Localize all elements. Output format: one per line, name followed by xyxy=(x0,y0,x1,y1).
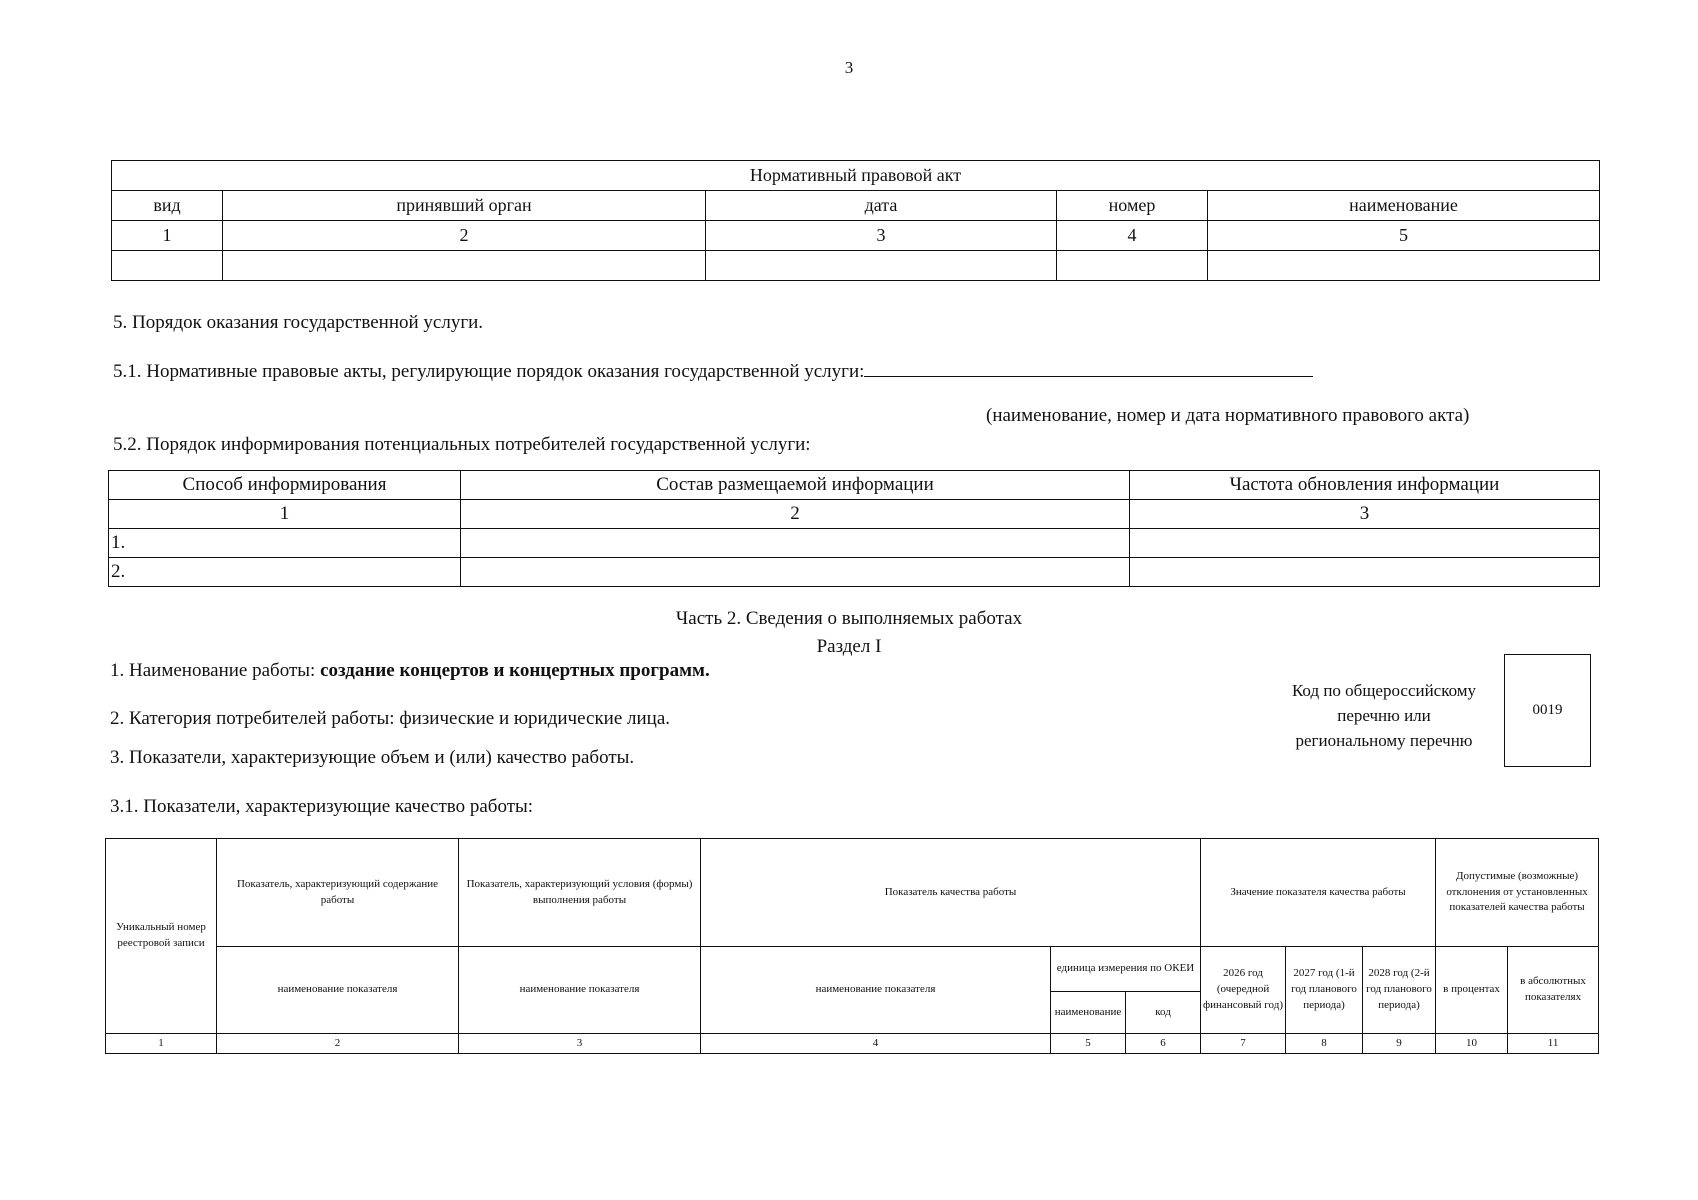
quality-indicators-heading: 3.1. Показатели, характеризующие качество работы: xyxy=(110,796,534,817)
paragraph-5-1-label: 5.1. Нормативные правовые акты, регулирующие порядок оказания государственной услуги: xyxy=(113,361,865,382)
npa-col-number: 2 xyxy=(223,221,706,251)
header-unique-number: Уникальный номер реестровой записи xyxy=(106,839,217,1034)
subheader-percent: в процентах xyxy=(1436,947,1508,1034)
part2-title: Часть 2. Сведения о выполняемых работах xyxy=(675,608,1023,629)
quality-col-number: 7 xyxy=(1201,1034,1286,1054)
work-name-value: создание концертов и концертных программ. xyxy=(320,660,710,681)
info-header: Способ информирования xyxy=(109,471,461,500)
paragraph-5-1 xyxy=(113,358,1313,383)
npa-title: Нормативный правовой акт xyxy=(112,161,1600,191)
normative-act-table xyxy=(111,160,1600,281)
npa-header: наименование xyxy=(1208,191,1600,221)
paragraph-5-2: 5.2. Порядок информирования потенциальных потребителей государственной услуги: xyxy=(113,434,811,455)
subheader-unit-code: код xyxy=(1126,992,1201,1034)
info-empty-cell xyxy=(461,558,1130,587)
npa-col-number: 5 xyxy=(1208,221,1600,251)
npa-header: дата xyxy=(706,191,1057,221)
npa-empty-cell xyxy=(112,251,223,281)
info-header: Частота обновления информации xyxy=(1130,471,1600,500)
npa-empty-cell xyxy=(1208,251,1600,281)
npa-col-number: 1 xyxy=(112,221,223,251)
subheader-conditions-name: наименование показателя xyxy=(459,947,701,1034)
quality-col-number: 5 xyxy=(1051,1034,1126,1054)
quality-col-number: 1 xyxy=(106,1034,217,1054)
section-title: Раздел I xyxy=(816,636,882,657)
subheader-year-2026: 2026 год (очередной финансовый год) xyxy=(1201,947,1286,1034)
info-empty-cell xyxy=(1130,558,1600,587)
subheader-okei-unit: единица измерения по ОКЕИ xyxy=(1051,947,1201,992)
page-number: 3 xyxy=(844,58,854,77)
npa-header: вид xyxy=(112,191,223,221)
info-empty-cell xyxy=(461,529,1130,558)
info-row-number: 2. xyxy=(109,558,461,587)
quality-col-number: 8 xyxy=(1286,1034,1363,1054)
subheader-unit-name: наименование xyxy=(1051,992,1126,1034)
npa-col-number: 3 xyxy=(706,221,1057,251)
npa-empty-cell xyxy=(223,251,706,281)
quality-indicators-table xyxy=(105,838,1599,1054)
registry-code-label-line: перечню или xyxy=(1337,706,1431,725)
info-row-number: 1. xyxy=(109,529,461,558)
npa-empty-cell xyxy=(1057,251,1208,281)
info-col-number: 1 xyxy=(109,500,461,529)
registry-code-box xyxy=(1504,654,1591,767)
info-empty-cell xyxy=(1130,529,1600,558)
subheader-quality-name: наименование показателя xyxy=(701,947,1051,1034)
info-col-number: 2 xyxy=(461,500,1130,529)
npa-col-number: 4 xyxy=(1057,221,1208,251)
subheader-content-name: наименование показателя xyxy=(217,947,459,1034)
work-name xyxy=(110,660,710,682)
fill-line xyxy=(864,358,1313,377)
header-content-indicator: Показатель, характеризующий содержание работы xyxy=(217,839,459,947)
npa-header: номер xyxy=(1057,191,1208,221)
paragraph-5-1-caption: (наименование, номер и дата нормативного правового акта) xyxy=(986,405,1470,426)
quality-col-number: 11 xyxy=(1508,1034,1599,1054)
subheader-year-2028: 2028 год (2-й год планового периода) xyxy=(1363,947,1436,1034)
header-conditions-indicator: Показатель, характеризующий условия (формы) выполнения работы xyxy=(459,839,701,947)
registry-code-label xyxy=(1268,678,1500,753)
header-deviation: Допустимые (возможные) отклонения от установленных показателей качества работы xyxy=(1436,839,1599,947)
npa-header: принявший орган xyxy=(223,191,706,221)
info-col-number: 3 xyxy=(1130,500,1600,529)
subheader-absolute: в абсолютных показателях xyxy=(1508,947,1599,1034)
quality-col-number: 2 xyxy=(217,1034,459,1054)
quality-col-number: 4 xyxy=(701,1034,1051,1054)
subheader-year-2027: 2027 год (1-й год планового периода) xyxy=(1286,947,1363,1034)
header-quality-value: Значение показателя качества работы xyxy=(1201,839,1436,947)
section5-heading: 5. Порядок оказания государственной услуги. xyxy=(113,312,484,333)
consumer-category: 2. Категория потребителей работы: физические и юридические лица. xyxy=(110,708,671,729)
informing-table xyxy=(108,470,1600,587)
registry-code-label-line: Код по общероссийскому xyxy=(1291,681,1477,700)
quality-col-number: 9 xyxy=(1363,1034,1436,1054)
registry-code-value: 0019 xyxy=(1532,702,1563,718)
quality-col-number: 10 xyxy=(1436,1034,1508,1054)
quality-col-number: 6 xyxy=(1126,1034,1201,1054)
registry-code-label-line: региональному перечню xyxy=(1295,731,1473,750)
quality-col-number: 3 xyxy=(459,1034,701,1054)
indicators-heading: 3. Показатели, характеризующие объем и (или) качество работы. xyxy=(110,747,635,768)
header-quality-indicator: Показатель качества работы xyxy=(701,839,1201,947)
npa-empty-cell xyxy=(706,251,1057,281)
info-header: Состав размещаемой информации xyxy=(461,471,1130,500)
work-name-label: 1. Наименование работы: xyxy=(110,660,321,681)
